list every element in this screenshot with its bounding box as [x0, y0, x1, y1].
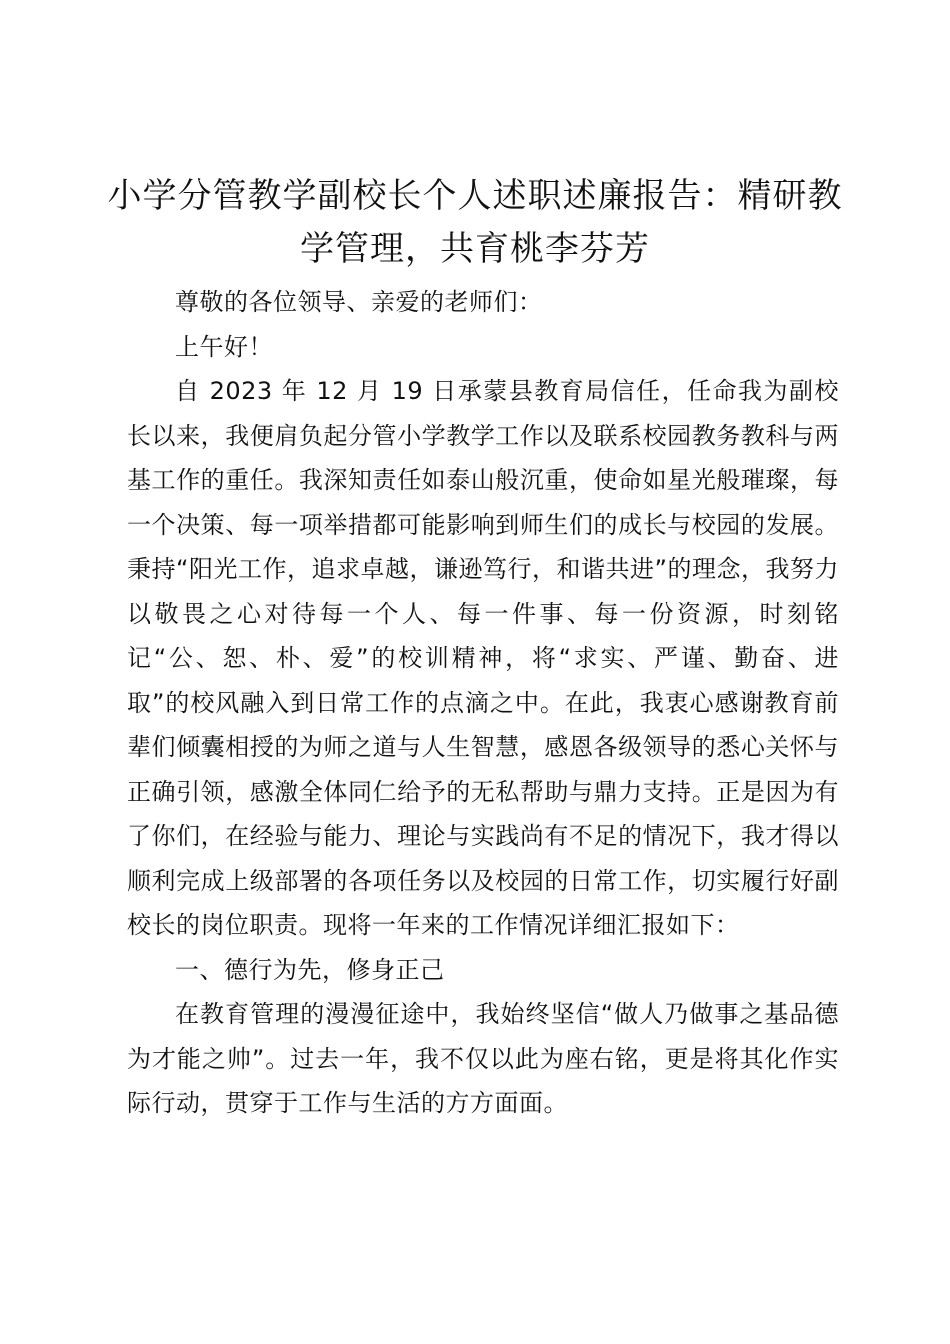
section-heading: 一、德行为先，修身正己 [175, 955, 445, 984]
document-title: 小学分管教学副校长个人述职述廉报告：精研教学管理，共育桃李芬芳 [107, 176, 843, 269]
intro-paragraph: 自 2023 年 12 月 19 日承蒙县教育局信任，任命我为副校长以来，我便肩负起分管小学教学工作以及联系校园教务教科与两基工作的重任。我深知责任如泰山般沉重，使命如星光般璀璨，每一个决策、每一项举措都可能影响到师生们的成长与校园的发展。秉持“阳光工作，追求卓越，谦逊笃行，和谐共进”的理念，我努力以敬畏之心对待每一个人、每一件事、每一份资源，时刻铭记“公、恕、朴、爱”的校训精神，将“求实、严谨、勤奋、进取”的校风融入到日常工作的点滴之中。在此，我衷心感谢教育前辈们倾囊相授的为师之道与人生智慧，感恩各级领导的悉心关怀与正确引领，感激全体同仁给予的无私帮助与鼎力支持。正是因为有了你们，在经验与能力、理论与实践尚有不足的情况下，我才得以顺利完成上级部署的各项任务以及校园的日常工作，切实履行好副校长的岗位职责。现将一年来的工作情况详细汇报如下： [127, 377, 839, 939]
salutation: 尊敬的各位领导、亲爱的老师们： [175, 288, 543, 316]
section-paragraph: 在教育管理的漫漫征途中，我始终坚信“做人乃做事之基品德为才能之帅”。过去一年，我不仅以此为座右铭，更是将其化作实际行动，贯穿于工作与生活的方方面面。 [127, 1000, 839, 1117]
document-body [127, 280, 839, 1126]
greeting: 上午好！ [175, 332, 273, 361]
